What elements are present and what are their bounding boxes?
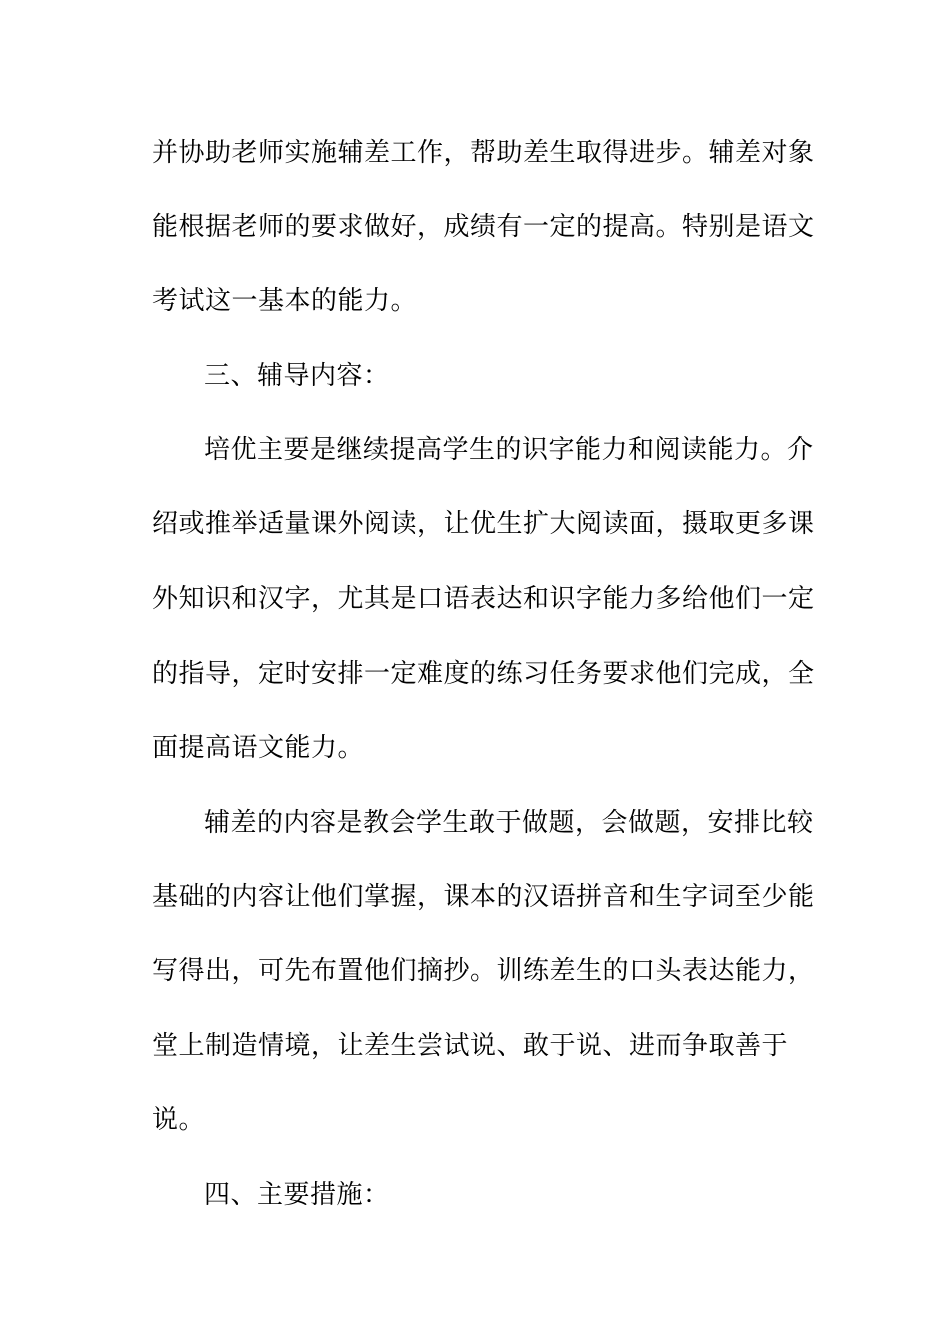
text-line: 考试这一基本的能力。 xyxy=(152,286,418,316)
section-heading: 四、主要措施： xyxy=(204,1180,390,1210)
text-line: 写得出，可先布置他们摘抄。训练差生的口头表达能力， xyxy=(152,956,815,986)
text-line: 堂上制造情境，让差生尝试说、敢于说、进而争取善于 xyxy=(152,1031,789,1061)
text-line: 面提高语文能力。 xyxy=(152,733,365,763)
text-line: 说。 xyxy=(152,1105,206,1135)
text-line: 绍或推举适量课外阅读，让优生扩大阅读面，摄取更多课 xyxy=(152,509,815,539)
text-line: 并协助老师实施辅差工作，帮助差生取得进步。辅差对象 xyxy=(152,138,815,168)
text-line: 的指导，定时安排一定难度的练习任务要求他们完成，全 xyxy=(152,659,815,689)
text-line: 培优主要是继续提高学生的识字能力和阅读能力。介 xyxy=(204,435,814,465)
text-line: 能根据老师的要求做好，成绩有一定的提高。特别是语文 xyxy=(152,212,815,242)
text-line: 基础的内容让他们掌握，课本的汉语拼音和生字词至少能 xyxy=(152,882,815,912)
text-line: 辅差的内容是教会学生敢于做题，会做题，安排比较 xyxy=(204,808,814,838)
section-heading: 三、辅导内容： xyxy=(204,361,390,391)
text-line: 外知识和汉字，尤其是口语表达和识字能力多给他们一定 xyxy=(152,584,815,614)
